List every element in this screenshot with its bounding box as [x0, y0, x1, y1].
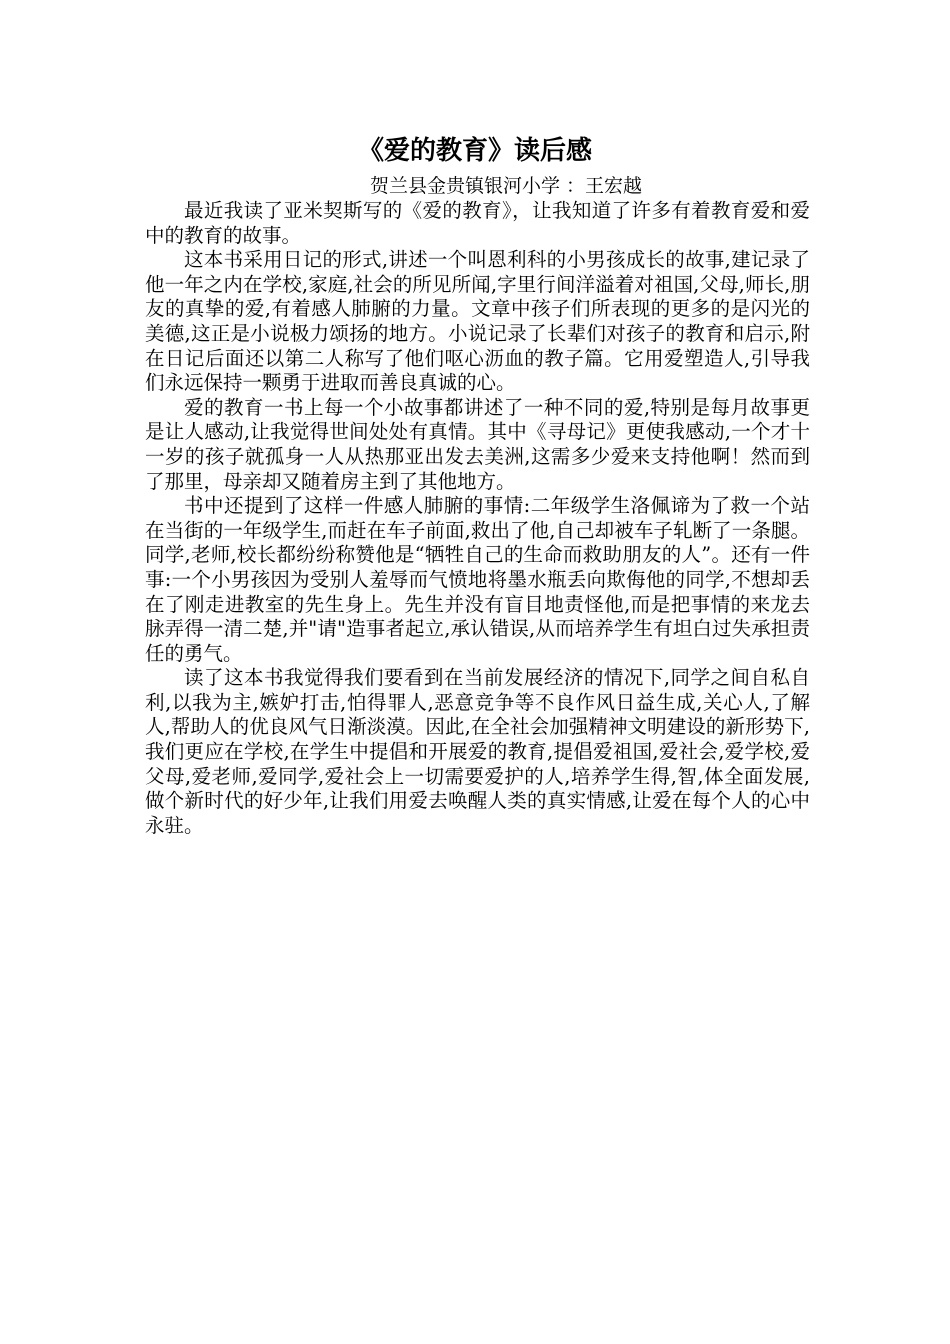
paragraph-3: 爱的教育一书上每一个小故事都讲述了一种不同的爱,特别是每月故事更是让人感动,让我觉得世间处处有真情。其中《寻母记》更使我感动,一个才十一岁的孩子就孤身一人从热那亚出发去美洲,这需多少爱来支持他啊！然而到了那里，母亲却又随着房主到了其他地方。 [145, 395, 810, 493]
author-byline: 贺兰县金贵镇银河小学 ：王宏越 [370, 175, 643, 197]
document-body [145, 199, 810, 838]
paragraph-1: 最近我读了亚米契斯写的《爱的教育》，让我知道了许多有着教育爱和爱中的教育的故事。 [145, 199, 810, 247]
document-title: 《爱的教育》读后感 [357, 136, 592, 166]
paragraph-4: 书中还提到了这样一件感人肺腑的事情:二年级学生洛佩谛为了救一个站在当街的一年级学生,而赶在车子前面,救出了他,自己却被车子轧断了一条腿。同学,老师,校长都纷纷称赞他是“牺牲自己的生命而救助朋友的人”。还有一件事:一个小男孩因为受别人羞辱而气愤地将墨水瓶丢向欺侮他的同学,不想却丢在了刚走进教室的先生身上。先生并没有盲目地责怪他,而是把事情的来龙去脉弄得一清二楚,并"请"造事者起立,承认错误,从而培养学生有坦白过失承担责任的勇气。 [145, 494, 810, 665]
paragraph-2: 这本书采用日记的形式,讲述一个叫恩利科的小男孩成长的故事,建记录了他一年之内在学校,家庭,社会的所见所闻,字里行间洋溢着对祖国,父母,师长,朋友的真挚的爱,有着感人肺腑的力量。文章中孩子们所表现的更多的是闪光的美德,这正是小说极力颂扬的地方。小说记录了长辈们对孩子的教育和启示,附在日记后面还以第二人称写了他们呕心沥血的教子篇。它用爱塑造人,引导我们永远保持一颗勇于进取而善良真诚的心。 [145, 248, 810, 395]
paragraph-5: 读了这本书我觉得我们要看到在当前发展经济的情况下,同学之间自私自利,以我为主,嫉妒打击,怕得罪人,恶意竞争等不良作风日益生成,关心人,了解人,帮助人的优良风气日渐淡漠。因此,在全社会加强精神文明建设的新形势下,我们更应在学校,在学生中提倡和开展爱的教育,提倡爱祖国,爱社会,爱学校,爱父母,爱老师,爱同学,爱社会上一切需要爱护的人,培养学生得,智,体全面发展,做个新时代的好少年,让我们用爱去唤醒人类的真实情感,让爱在每个人的心中永驻。 [145, 666, 810, 837]
